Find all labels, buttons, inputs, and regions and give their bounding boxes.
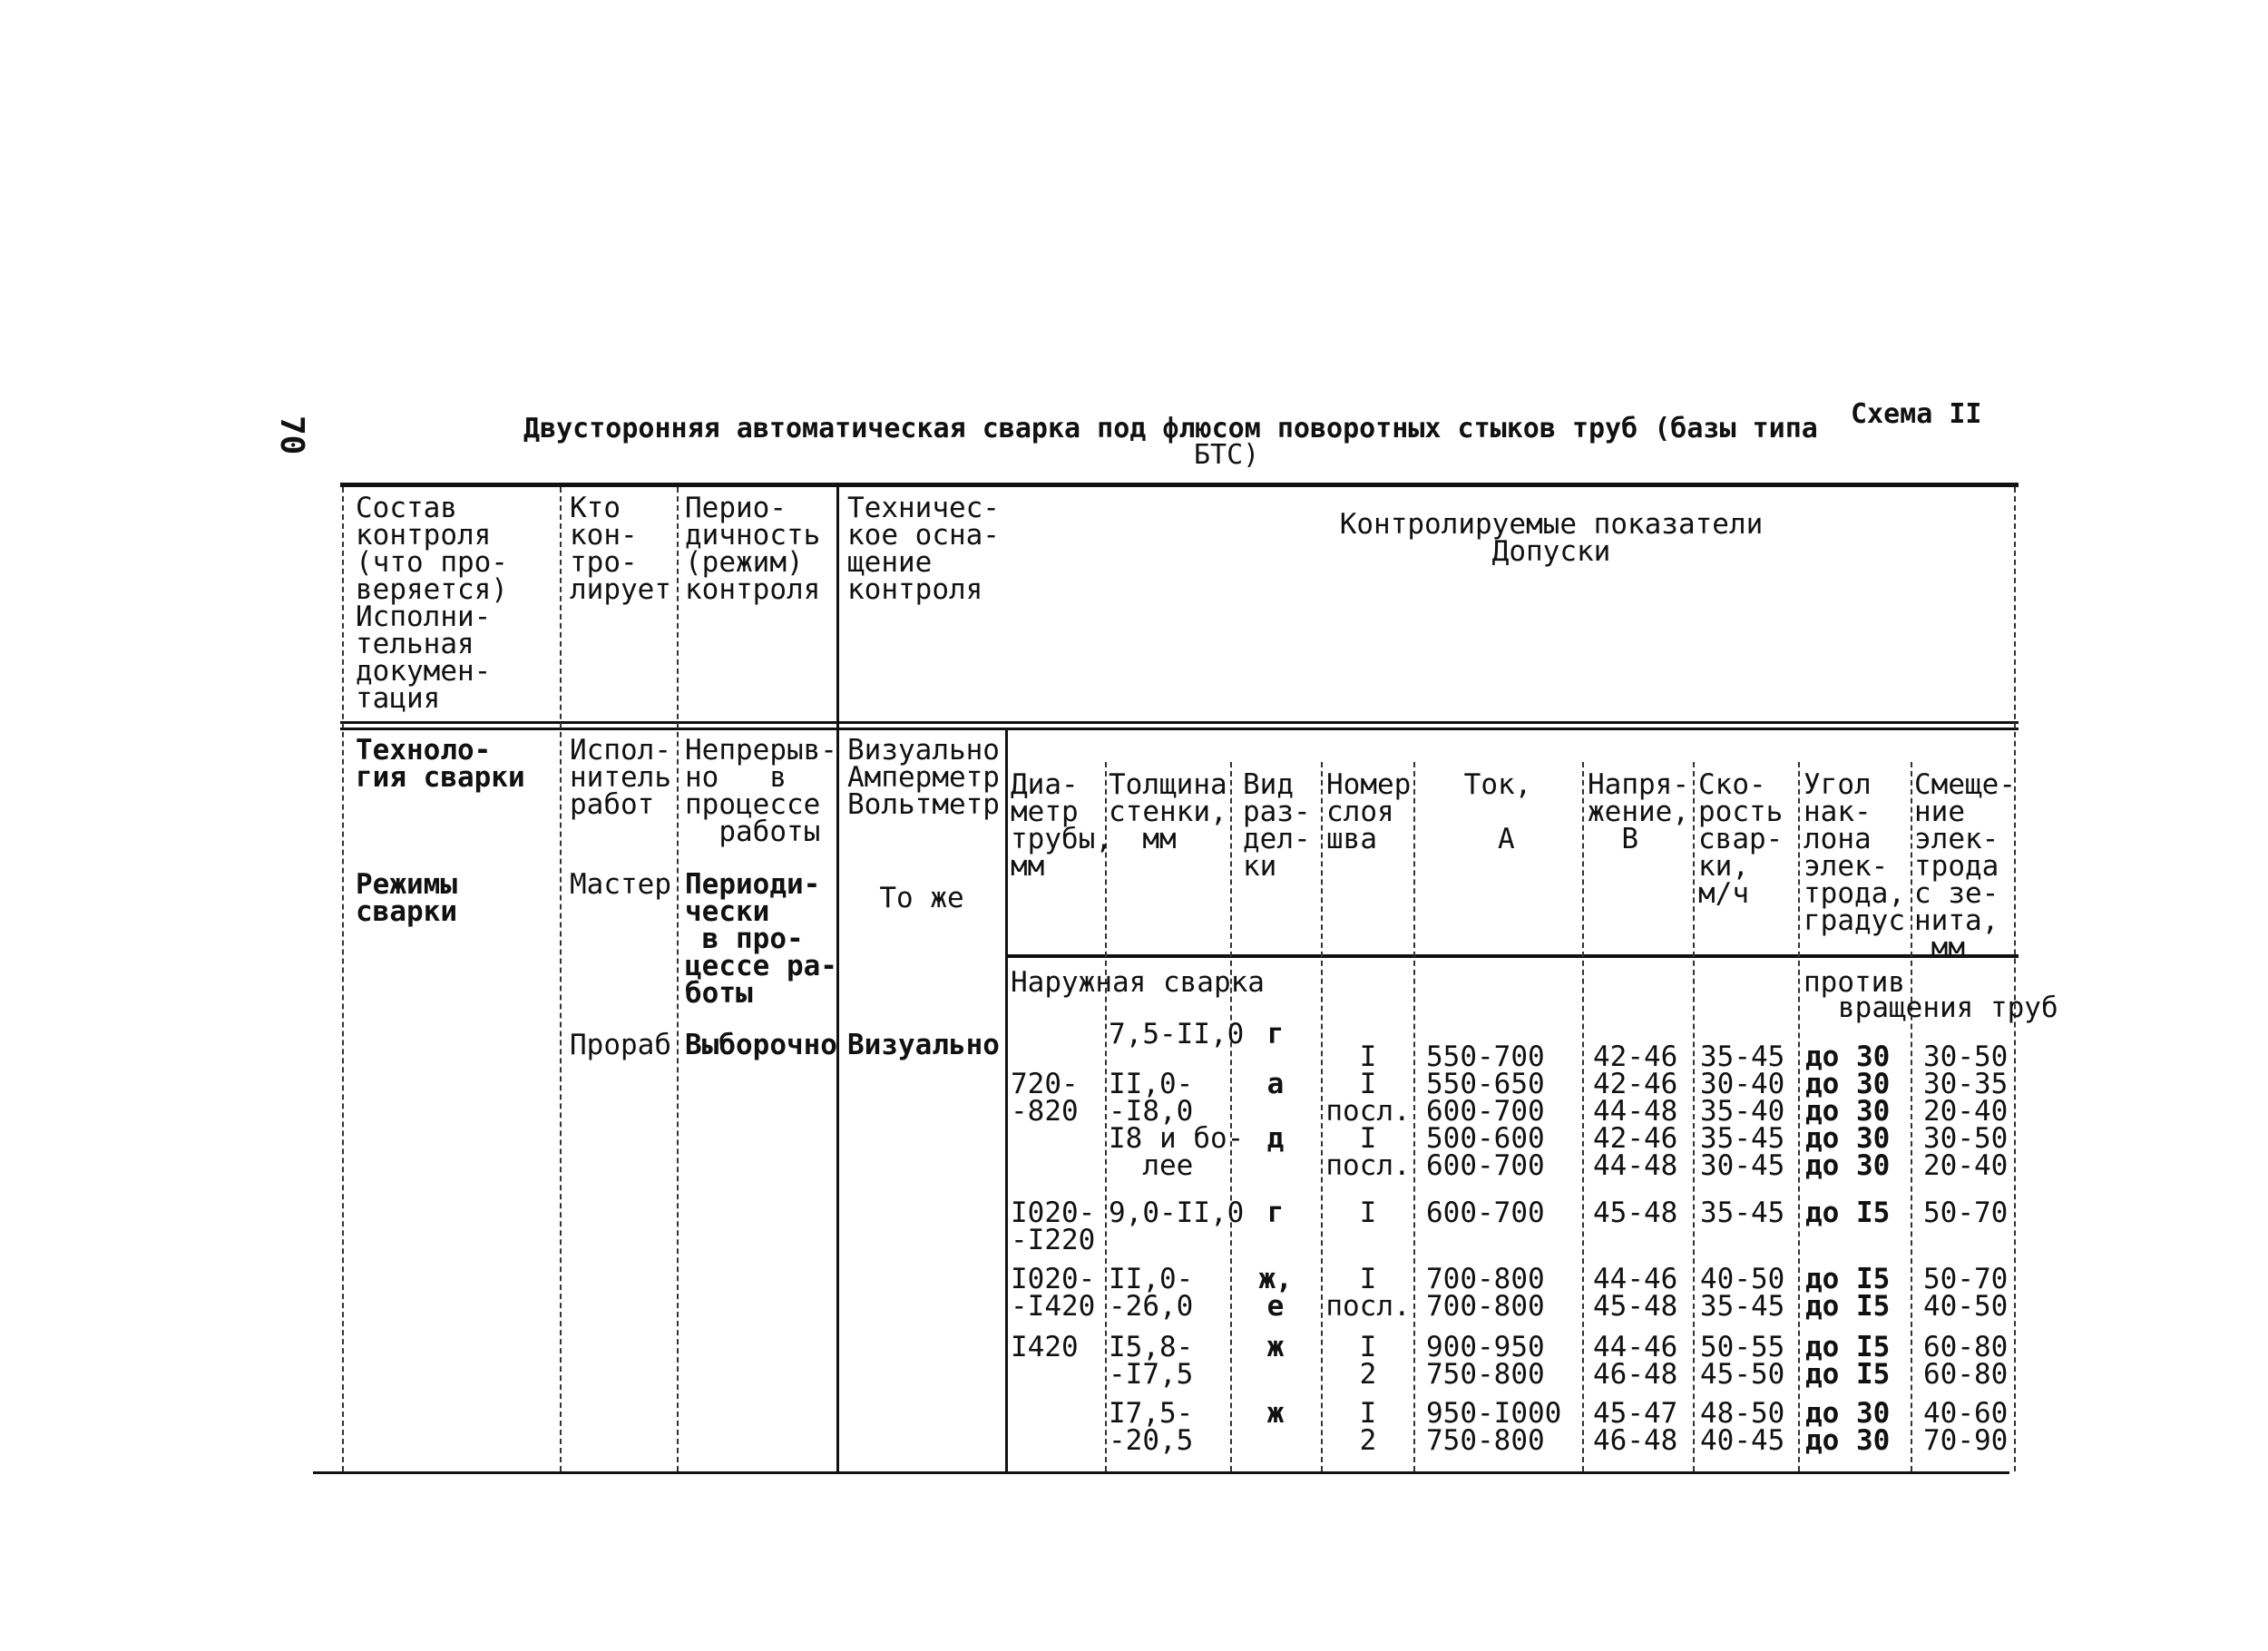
document-title-continued: БТС): [1194, 439, 1260, 471]
row-what: Техноло- гия сварки: [356, 734, 525, 794]
row-equipment: Визуально Амперметр Вольтметр: [847, 734, 1000, 821]
cell-voltage: 42-46 42-46 44-48 42-46 44-48: [1593, 1040, 1678, 1182]
cell-groove: ж: [1266, 1397, 1285, 1430]
cell-groove: г: [1266, 1018, 1285, 1050]
subheader-current: Ток, А: [1463, 768, 1532, 855]
section-note: против: [1804, 966, 1905, 999]
cell-groove: ж: [1266, 1331, 1285, 1363]
cell-voltage: 45-47 46-48: [1593, 1397, 1678, 1457]
cell-offset: 50-70 40-50: [1923, 1263, 2009, 1323]
col-divider: [1911, 762, 1912, 1471]
cell-wall: I7,5- -20,5: [1109, 1397, 1194, 1457]
cell-speed: 48-50 40-45: [1700, 1397, 1785, 1457]
cell-angle: до 30 до 30 до 30 до 30 до 30: [1805, 1040, 1891, 1182]
cell-diameter: I420: [1011, 1331, 1079, 1363]
document-title: Двусторонняя автоматическая сварка под флюсом поворотных стыков труб (базы типа: [523, 413, 1818, 444]
subheader-layer: Номер слоя шва: [1326, 768, 1412, 855]
cell-groove: а д: [1266, 1068, 1285, 1155]
cell-offset: 40-60 70-90: [1923, 1397, 2009, 1457]
col-divider: [1582, 762, 1584, 1471]
cell-wall: II,0- -26,0: [1109, 1263, 1194, 1323]
cell-voltage: 44-46 46-48: [1593, 1331, 1678, 1391]
cell-speed: 40-50 35-45: [1700, 1263, 1785, 1323]
page-number: 70: [273, 415, 310, 455]
cell-voltage: 44-46 45-48: [1593, 1263, 1678, 1323]
header-bottom-border: [340, 721, 2019, 724]
cell-voltage: 45-48: [1593, 1197, 1678, 1229]
subheader-bottom-border: [1007, 954, 2019, 958]
col-divider: [342, 487, 344, 1471]
subheader-angle: Угол нак- лона элек- трода, градус: [1804, 768, 1905, 937]
subheader-diameter: Диа- метр трубы, мм: [1011, 768, 1112, 883]
cell-offset: 30-50 30-35 20-40 30-50 20-40: [1923, 1040, 2009, 1182]
cell-current: 950-I000 750-800: [1426, 1397, 1562, 1457]
cell-speed: 35-45 30-40 35-40 35-45 30-45: [1700, 1040, 1785, 1182]
header-who-controls: Кто кон- тро- лирует: [570, 492, 671, 606]
col-divider: [2014, 487, 2016, 1471]
row-period: Выборочно: [685, 1029, 837, 1061]
cell-current: 900-950 750-800: [1426, 1331, 1545, 1391]
cell-wall: 9,0-II,0: [1109, 1197, 1245, 1229]
col-divider: [560, 487, 562, 1471]
cell-layer: I 2: [1359, 1397, 1377, 1457]
header-what-checked: Состав контроля (что про- веряется) Исполни- тельная докумен- тация: [356, 492, 508, 715]
cell-current: 700-800 700-800: [1426, 1263, 1545, 1323]
cell-diameter: 720- -820: [1011, 1068, 1079, 1128]
cell-diameter: I020- -I420: [1011, 1263, 1096, 1323]
cell-diameter: I020- -I220: [1011, 1197, 1096, 1256]
subheader-groove: Вид раз- дел- ки: [1243, 768, 1311, 883]
cell-wall: II,0- -I8,0 I8 и бо- лее: [1109, 1068, 1245, 1182]
header-controlled-indicators: Контролируемые показатели: [1339, 508, 1764, 541]
cell-layer: I посл.: [1325, 1263, 1411, 1323]
subheader-voltage: Напря- жение, В: [1588, 768, 1689, 855]
cell-layer: I I посл. I посл.: [1325, 1040, 1411, 1182]
cell-groove: г: [1266, 1197, 1285, 1229]
cell-offset: 50-70: [1923, 1197, 2009, 1229]
row-period: Периоди- чески в про- цессе ра- боты: [685, 868, 837, 1010]
row-who: Испол- нитель работ: [570, 734, 671, 821]
col-divider: [1693, 762, 1695, 1471]
row-equipment: То же: [879, 882, 964, 914]
subheader-speed: Ско- рость свар- ки, м/ч: [1698, 768, 1784, 910]
cell-angle: до I5 до I5: [1805, 1331, 1891, 1391]
section-note-continued: вращения труб: [1838, 992, 2058, 1024]
cell-current: 600-700: [1426, 1197, 1545, 1229]
cell-angle: до 30 до 30: [1805, 1397, 1891, 1457]
table-top-border: [340, 483, 2019, 487]
col-divider-solid: [1005, 730, 1008, 1471]
cell-speed: 50-55 45-50: [1700, 1331, 1785, 1391]
cell-layer: I 2: [1359, 1331, 1377, 1391]
header-equipment: Техничес- кое осна- щение контроля: [847, 492, 1000, 606]
row-what: Режимы сварки: [356, 868, 457, 928]
header-periodicity: Перио- дичность (режим) контроля: [685, 492, 821, 606]
header-bottom-border-2: [340, 728, 2019, 730]
cell-groove: ж, е: [1258, 1263, 1293, 1323]
col-divider: [1798, 762, 1800, 1471]
cell-speed: 35-45: [1700, 1197, 1785, 1229]
cell-wall: I5,8- -I7,5: [1109, 1331, 1194, 1391]
cell-angle: до I5: [1805, 1197, 1891, 1229]
scheme-label: Схема II: [1851, 398, 1982, 430]
cell-current: 550-700 550-650 600-700 500-600 600-700: [1426, 1040, 1545, 1182]
cell-angle: до I5 до I5: [1805, 1263, 1891, 1323]
header-tolerances: Допуски: [1491, 535, 1611, 568]
cell-layer: I: [1359, 1197, 1377, 1229]
row-period: Непрерыв- но в процессе работы: [685, 734, 837, 848]
section-label: Наружная сварка: [1011, 966, 1265, 999]
table-bottom-border: [313, 1471, 2009, 1474]
cell-wall: 7,5-II,0: [1109, 1018, 1245, 1050]
cell-offset: 60-80 60-80: [1923, 1331, 2009, 1391]
row-equipment: Визуально: [847, 1029, 1000, 1061]
col-divider: [677, 487, 679, 1471]
row-who: Мастер: [570, 868, 671, 901]
subheader-offset: Смеще- ние элек- трода с зе- нита, мм: [1914, 768, 2016, 964]
subheader-wall: Толщина стенки, мм: [1109, 768, 1227, 855]
col-divider: [1413, 762, 1415, 1471]
row-who: Прораб: [570, 1029, 671, 1061]
